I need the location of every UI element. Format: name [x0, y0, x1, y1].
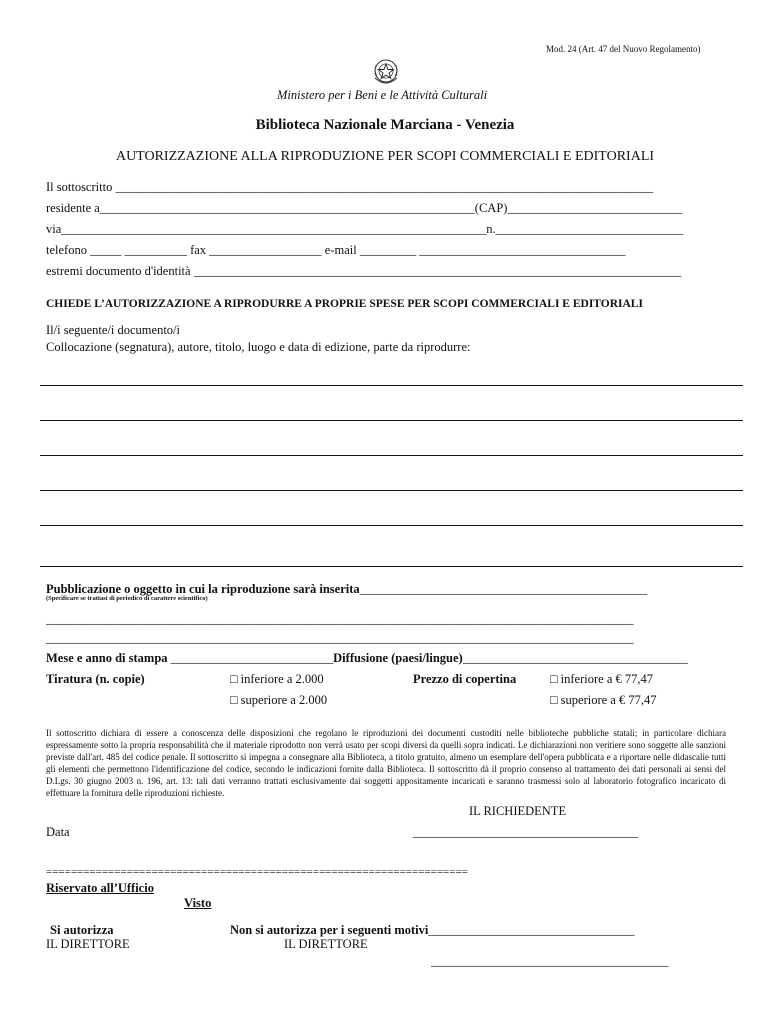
request-heading: CHIEDE L’AUTORIZZAZIONE A RIPRODURRE A PROPRIE SPESE PER SCOPI COMMERCIALI E EDITORIALI — [46, 298, 643, 310]
not-authorized-row — [230, 923, 635, 938]
signature-line[interactable]: ____________________________________ — [413, 825, 638, 839]
section-separator: ==================================================================== — [46, 866, 468, 878]
publication-line[interactable]: ______________________________________________________________________________________________ — [46, 631, 634, 645]
price-option-above[interactable]: □ superiore a € 77,47 — [550, 693, 657, 707]
ministry-name: Ministero per i Beni e le Attività Culturali — [277, 88, 488, 102]
price-option-below[interactable]: □ inferiore a € 77,47 — [550, 672, 654, 686]
blank-line[interactable] — [40, 385, 743, 386]
director-right-label: IL DIRETTORE — [284, 937, 368, 951]
declaration-paragraph: Il sottoscritto dichiara di essere a conoscenza delle disposizioni che regolano le riproduzioni dei documenti custoditi nelle biblioteche pubbliche statali; in particolare dichiara espressamente sotto la propria responsabilità che il materiale riprodotto non verrà usato per scopi diversi da quelli sopra indicati. Le dichiarazioni non veritiere sono soggette alle sanzioni previste dall'art. 485 del codice penale. Il sottoscritto si impegna a consegnare alla Biblioteca, a titolo gratuito, almeno un esemplare dell'opera pubblicata e a riportare nelle didascalie tutti gli elementi che permettono l'identificazione del codice, secondo le indicazioni fornite dalla Biblioteca. Il sottoscritto dà il proprio consenso al trattamento dei dati personali ai sensi del D.Lgs. 30 giugno 2003 n. 196, art. 13: tali dati verranno trattati esclusivamente dai soggetti appositamente incaricati e saranno trasmessi solo al laboratorio fotografico incaricato di effettuare la fornitura delle riproduzioni richieste. — [46, 728, 726, 798]
documents-label: Il/i seguente/i documento/i — [46, 323, 180, 337]
form-title: AUTORIZZAZIONE ALLA RIPRODUZIONE PER SCOPI COMMERCIALI E EDITORIALI — [115, 149, 655, 164]
blank-line[interactable] — [40, 525, 743, 526]
director-left-label: IL DIRETTORE — [46, 937, 130, 951]
module-reference: Mod. 24 (Art. 47 del Nuovo Regolamento) — [546, 44, 701, 54]
blank-line[interactable] — [40, 490, 743, 491]
seen-label: Visto — [184, 896, 212, 910]
month-year-diffusion-row — [46, 651, 688, 666]
director-signature-line[interactable]: ______________________________________ — [431, 954, 669, 968]
contacts-field[interactable]: telefono _____ __________ fax __________________ e-mail _________ _________________________________ — [46, 243, 626, 257]
month-year-label: Mese e anno di stampa — [46, 651, 168, 665]
print-run-option-below[interactable]: □ inferiore a 2.000 — [230, 672, 324, 686]
street-field[interactable]: via____________________________________________________________________n.______________________________ — [46, 222, 684, 236]
library-name: Biblioteca Nazionale Marciana - Venezia — [255, 117, 515, 133]
publication-note: (Specificare se trattasi di periodico di carattere scientifico) — [46, 595, 208, 602]
month-year-blank[interactable]: __________________________ — [170, 651, 334, 665]
reserved-office-label: Riservato all’Ufficio — [46, 881, 154, 895]
diffusion-label: Diffusione (paesi/lingue) — [333, 651, 463, 665]
date-label: Data — [46, 825, 70, 839]
italian-republic-emblem-icon — [371, 56, 401, 88]
blank-line[interactable] — [40, 566, 743, 567]
diffusion-blank[interactable]: ____________________________________ — [462, 651, 688, 665]
publication-label: Pubblicazione o oggetto in cui la riproduzione sarà inserita — [46, 582, 360, 596]
not-authorized-label: Non si autorizza per i seguenti motivi — [230, 923, 429, 937]
print-run-option-above[interactable]: □ superiore a 2.000 — [230, 693, 328, 707]
id-document-field[interactable]: estremi documento d'identità ______________________________________________________________________________ — [46, 264, 682, 278]
publication-line[interactable]: ______________________________________________________________________________________________ — [46, 612, 634, 626]
print-run-label: Tiratura (n. copie) — [46, 672, 145, 686]
requester-label: IL RICHIEDENTE — [469, 804, 567, 818]
cover-price-label: Prezzo di copertina — [413, 672, 517, 686]
applicant-name-field[interactable]: Il sottoscritto ______________________________________________________________________________________ — [46, 180, 653, 194]
blank-line[interactable] — [40, 455, 743, 456]
not-authorized-blank[interactable]: _________________________________ — [428, 923, 635, 937]
authorized-label: Si autorizza — [50, 923, 114, 937]
blank-line[interactable] — [40, 420, 743, 421]
documents-details-label: Collocazione (segnatura), autore, titolo, luogo e data di edizione, parte da riprodurre: — [46, 340, 471, 354]
publication-blank[interactable]: ______________________________________________ — [359, 582, 648, 596]
residence-field[interactable]: residente a____________________________________________________________(CAP)____________________________ — [46, 201, 683, 215]
